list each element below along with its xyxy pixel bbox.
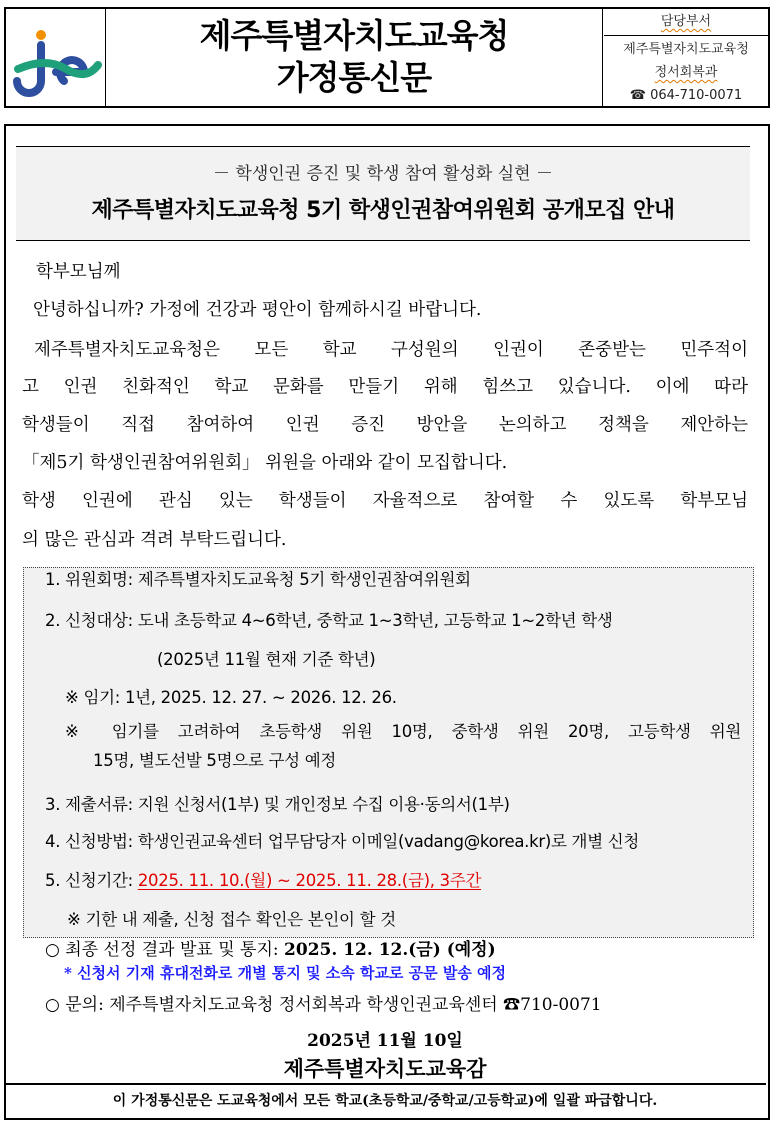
phone-icon: ☎	[629, 88, 651, 103]
dept-label: 담당부서	[660, 14, 712, 29]
body-line: 고 인권 친화적인 학교 문화를 만들기 위해 힘쓰고 있습니다. 이에 따라	[22, 377, 748, 397]
composition-note: ※ 임기를 고려하여 초등학생 위원 10명, 중학생 위원 20명, 고등학생 위원	[65, 722, 741, 741]
body-line: 「제5기 학생인권참여위원회」 위원을 아래와 같이 모집합니다.	[22, 453, 508, 473]
result-note: * 신청서 기재 휴대전화로 개별 통지 및 소속 학교로 공문 발송 예정	[64, 964, 507, 982]
item-committee-name: 1. 위원회명: 제주특별자치도교육청 5기 학생인권참여위원회	[45, 570, 471, 589]
body-line: 제주특별자치도교육청은 모든 학교 구성원의 인권이 존중받는 민주적이	[34, 340, 748, 360]
contact-info: ○ 문의: 제주특별자치도교육청 정서회복과 학생인권교육센터 ☎710-0071	[45, 995, 602, 1015]
signer: 제주특별자치도교육감	[283, 1056, 487, 1081]
logo-cell	[6, 9, 106, 106]
dept-phone: 064-710-0071	[650, 88, 743, 103]
dept-name: 정서회복과	[654, 65, 718, 80]
letterhead	[4, 7, 770, 108]
body-line: 학생들이 직접 참여하여 인권 증진 방안을 논의하고 정책을 제안하는	[22, 415, 748, 435]
composition-note-cont: 15명, 별도선발 5명으로 구성 예정	[93, 751, 336, 770]
item-documents: 3. 제출서류: 지원 신청서(1부) 및 개인정보 수집 이용·동의서(1부)	[45, 795, 510, 814]
department-info	[604, 9, 768, 106]
body-line: 의 많은 관심과 격려 부탁드립니다.	[22, 530, 287, 550]
jeju-education-logo	[6, 9, 105, 106]
title-band	[16, 146, 750, 241]
issue-date: 2025년 11월 10일	[307, 1031, 463, 1051]
item-method: 4. 신청방법: 학생인권교육센터 업무담당자 이메일(vadang@korea.kr)로 개별 신청	[45, 832, 640, 851]
application-period: 2025. 11. 10.(월) ~ 2025. 11. 28.(금), 3주간	[137, 871, 482, 890]
term-note: ※ 임기: 1년, 2025. 12. 27. ~ 2026. 12. 26.	[65, 688, 397, 707]
title-line-1: 제주특별자치도교육청	[199, 16, 509, 55]
dept-org: 제주특별자치도교육청	[623, 42, 749, 57]
newsletter-title	[106, 9, 603, 106]
item-period: 5. 신청기간: 2025. 11. 10.(월) ~ 2025. 11. 28.(금), 3주간	[45, 871, 482, 890]
notice-title: 제주특별자치도교육청 5기 학생인권참여위원회 공개모집 안내	[91, 198, 675, 223]
distribution-footer: 이 가정통신문은 도교육청에서 모든 학교(초등학교/중학교/고등학교)에 일괄 파급합니다.	[4, 1083, 766, 1118]
body-line: 안녕하십니까? 가정에 건강과 평안이 함께하시길 바랍니다.	[33, 300, 482, 320]
subtitle: － 학생인권 증진 및 학생 참여 활성화 실현 －	[213, 164, 553, 184]
item-eligibility: 2. 신청대상: 도내 초등학교 4~6학년, 중학교 1~3학년, 고등학교 1~2학년 학생	[45, 611, 613, 630]
contact-phone: ☎710-0071	[503, 995, 602, 1015]
period-note: ※ 기한 내 제출, 신청 접수 확인은 본인이 할 것	[67, 910, 396, 929]
body-line: 학생 인권에 관심 있는 학생들이 자율적으로 참여할 수 있도록 학부모님	[22, 491, 748, 511]
greeting: 학부모님께	[36, 262, 121, 282]
result-announcement: ○ 최종 선정 결과 발표 및 통지: 2025. 12. 12.(금) (예정)	[45, 940, 496, 960]
eligibility-note: (2025년 11월 현재 기준 학년)	[157, 650, 376, 669]
title-line-2: 가정통신문	[276, 58, 432, 97]
